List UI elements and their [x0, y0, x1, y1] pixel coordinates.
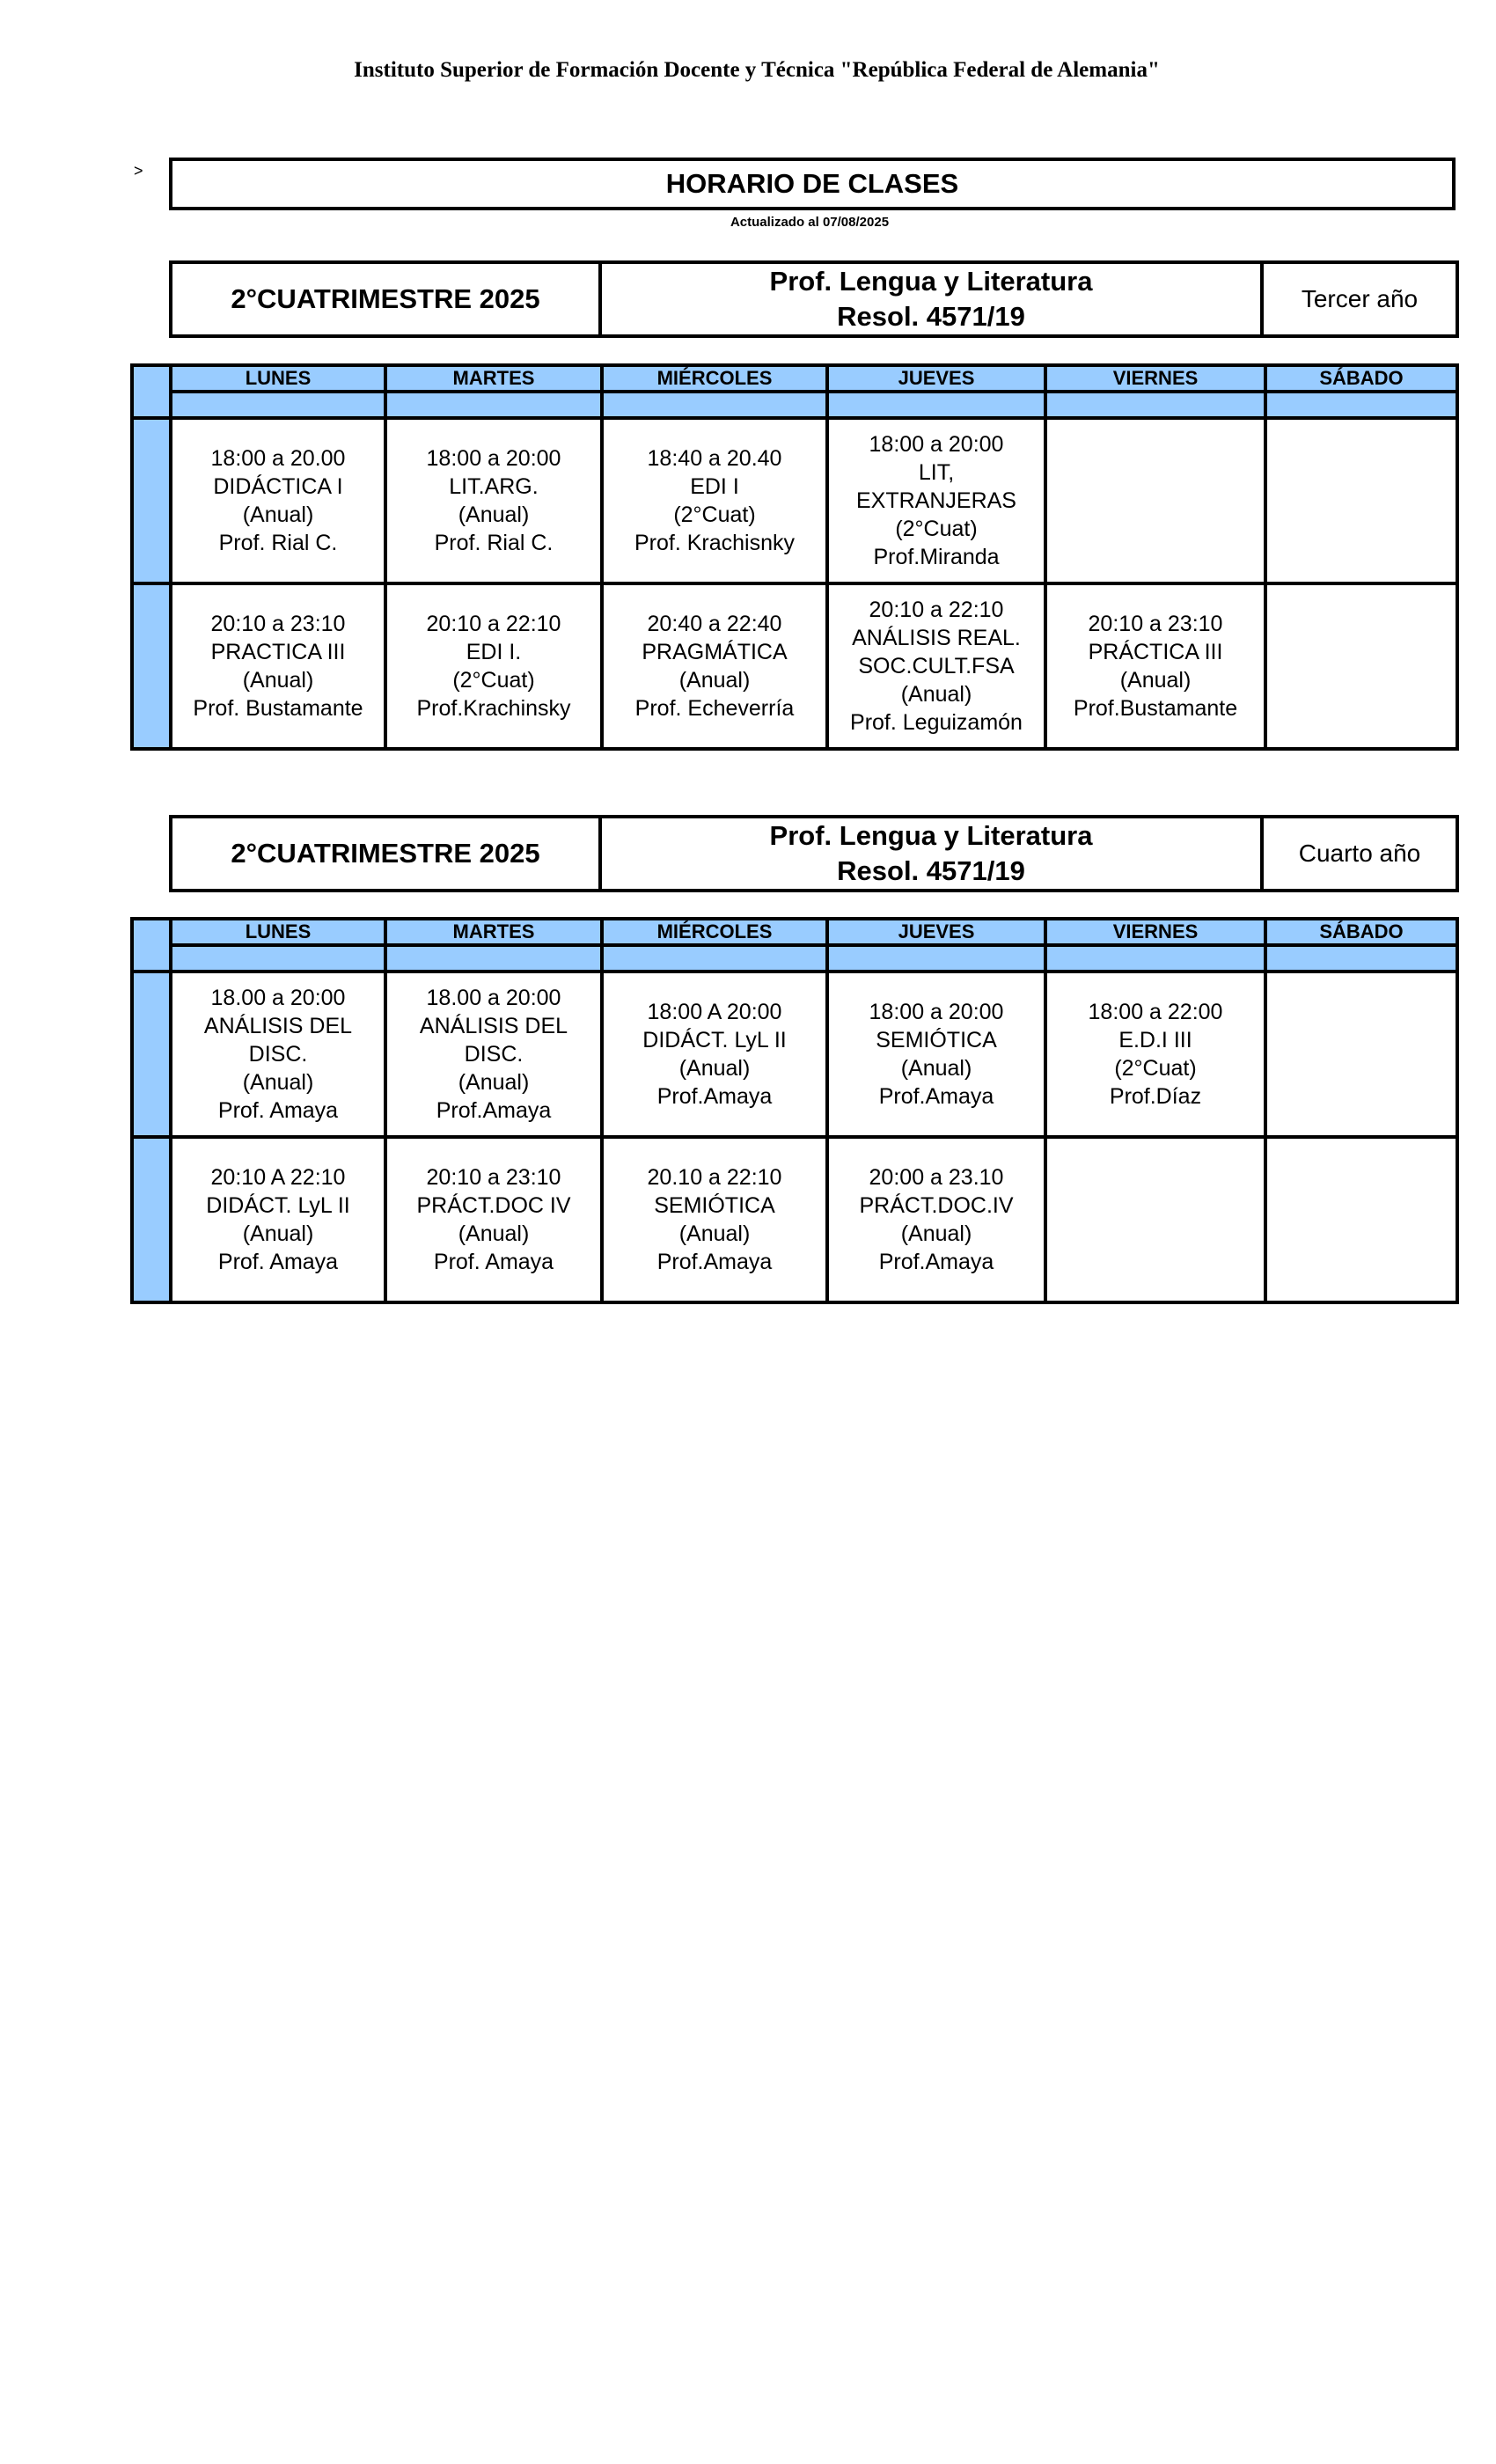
class-cell — [385, 418, 602, 583]
class-cell — [1045, 1137, 1265, 1302]
class-line: Prof. Bustamante — [193, 696, 363, 721]
class-line: 18:00 a 20:00 — [426, 446, 561, 471]
class-cell — [827, 972, 1045, 1137]
program-label — [600, 817, 1262, 891]
class-cell — [171, 418, 385, 583]
class-line: (2°Cuat) — [1114, 1056, 1197, 1081]
class-line: LIT, — [918, 460, 955, 485]
class-line: Prof. Krachisnky — [634, 531, 795, 555]
day-header-row — [132, 919, 1457, 945]
class-line: Prof.Amaya — [656, 1084, 773, 1109]
blank-row — [132, 945, 1457, 972]
year-label: Cuarto año — [1262, 817, 1457, 891]
class-line: (Anual) — [242, 668, 314, 693]
schedule-title: HORARIO DE CLASES — [169, 158, 1456, 210]
header-corner — [132, 919, 171, 972]
class-line: 20:10 a 23:10 — [210, 612, 346, 636]
day-header: SÁBADO — [1265, 365, 1457, 392]
class-line: Prof.Bustamante — [1073, 696, 1238, 721]
program-resolution: Resol. 4571/19 — [837, 301, 1025, 332]
class-line: Prof.Amaya — [878, 1084, 994, 1109]
class-cell — [602, 583, 827, 749]
class-line: SOC.CULT.FSA — [858, 654, 1015, 678]
day-header-row — [132, 365, 1457, 392]
class-cell — [385, 583, 602, 749]
day-header: MARTES — [385, 919, 602, 945]
class-cell — [1265, 1137, 1457, 1302]
class-line: Prof.Miranda — [873, 545, 1000, 569]
class-cell — [385, 972, 602, 1137]
program-label — [600, 262, 1262, 336]
blank-cell — [1265, 945, 1457, 972]
table-row — [132, 1137, 1457, 1302]
class-cell — [1045, 972, 1265, 1137]
schedule-table — [130, 917, 1459, 1304]
class-line: (Anual) — [458, 1221, 530, 1246]
program-name: Prof. Lengua y Literatura — [769, 820, 1093, 851]
class-cell — [827, 583, 1045, 749]
class-line: Prof. Leguizamón — [850, 710, 1023, 735]
row-side-cell — [132, 418, 171, 583]
class-line: 18.00 a 20:00 — [210, 986, 346, 1010]
class-line: 20:10 A 22:10 — [210, 1165, 346, 1190]
class-line: (2°Cuat) — [452, 668, 535, 693]
class-line: Prof.Krachinsky — [416, 696, 571, 721]
class-line: 18:00 a 22:00 — [1088, 1000, 1223, 1024]
day-header: SÁBADO — [1265, 919, 1457, 945]
blank-cell — [171, 392, 385, 418]
blank-cell — [602, 392, 827, 418]
class-line: (Anual) — [678, 1056, 751, 1081]
class-line: PRÁCT.DOC.IV — [859, 1193, 1014, 1218]
day-header: VIERNES — [1045, 365, 1265, 392]
class-cell — [1265, 583, 1457, 749]
class-cell — [171, 583, 385, 749]
class-line: Prof. Echeverría — [634, 696, 795, 721]
class-line: (Anual) — [458, 1070, 530, 1095]
class-cell — [1265, 972, 1457, 1137]
day-header: LUNES — [171, 365, 385, 392]
class-line: 18:40 a 20.40 — [647, 446, 782, 471]
class-cell — [602, 418, 827, 583]
day-header: LUNES — [171, 919, 385, 945]
cuatrimestre-label: 2°CUATRIMESTRE 2025 — [171, 262, 600, 336]
class-line: (Anual) — [242, 502, 314, 527]
day-header: MIÉRCOLES — [602, 919, 827, 945]
class-line: PRÁCTICA III — [1088, 640, 1223, 664]
blank-cell — [385, 392, 602, 418]
class-line: Prof. Rial C. — [434, 531, 554, 555]
class-line: ANÁLISIS DEL — [203, 1014, 353, 1038]
table-row — [132, 418, 1457, 583]
day-header: VIERNES — [1045, 919, 1265, 945]
class-line: DISC. — [248, 1042, 308, 1067]
blank-cell — [1045, 945, 1265, 972]
class-cell — [385, 1137, 602, 1302]
class-cell — [171, 1137, 385, 1302]
day-header: JUEVES — [827, 919, 1045, 945]
blank-cell — [1265, 392, 1457, 418]
class-line: Prof.Amaya — [656, 1250, 773, 1274]
class-cell — [1265, 418, 1457, 583]
class-line: 20:10 a 22:10 — [426, 612, 561, 636]
class-line: (Anual) — [900, 1056, 972, 1081]
class-cell — [171, 972, 385, 1137]
class-line: 20:10 a 23:10 — [426, 1165, 561, 1190]
class-line: 18:00 a 20:00 — [869, 1000, 1004, 1024]
class-line: Prof. Rial C. — [218, 531, 338, 555]
class-line: (Anual) — [242, 1070, 314, 1095]
class-line: Prof. Amaya — [217, 1250, 339, 1274]
class-line: ANÁLISIS REAL. — [852, 626, 1021, 650]
section-info-cuarto — [169, 815, 1459, 892]
class-line: LIT.ARG. — [449, 474, 539, 499]
class-line: DIDÁCT. LyL II — [642, 1028, 787, 1052]
class-line: (Anual) — [242, 1221, 314, 1246]
table-row — [132, 583, 1457, 749]
institution-name: Instituto Superior de Formación Docente y Técnica "República Federal de Alemania" — [354, 58, 1160, 82]
class-line: (Anual) — [458, 502, 530, 527]
blank-cell — [602, 945, 827, 972]
blank-cell — [171, 945, 385, 972]
class-cell — [602, 972, 827, 1137]
class-cell — [827, 418, 1045, 583]
class-line: 20:10 a 22:10 — [869, 598, 1004, 622]
year-label: Tercer año — [1262, 262, 1457, 336]
class-line: ANÁLISIS DEL — [419, 1014, 568, 1038]
blank-cell — [1045, 392, 1265, 418]
class-line: 20:00 a 23.10 — [869, 1165, 1004, 1190]
class-line: 20:10 a 23:10 — [1088, 612, 1223, 636]
blank-cell — [827, 392, 1045, 418]
class-line: (Anual) — [678, 668, 751, 693]
class-line: 18.00 a 20:00 — [426, 986, 561, 1010]
row-side-cell — [132, 972, 171, 1137]
row-side-cell — [132, 1137, 171, 1302]
marker-glyph: > — [134, 162, 143, 180]
program-resolution: Resol. 4571/19 — [837, 855, 1025, 886]
class-cell — [1045, 418, 1265, 583]
class-line: EDI I — [690, 474, 739, 499]
class-line: EXTRANJERAS — [856, 488, 1016, 513]
class-line: (Anual) — [900, 1221, 972, 1246]
class-line: PRACTICA III — [210, 640, 346, 664]
class-line: PRAGMÁTICA — [642, 640, 788, 664]
class-line: E.D.I III — [1118, 1028, 1192, 1052]
class-cell — [827, 1137, 1045, 1302]
class-line: 18:00 a 20.00 — [210, 446, 346, 471]
class-line: (Anual) — [1119, 668, 1192, 693]
class-line: Prof.Amaya — [878, 1250, 994, 1274]
row-side-cell — [132, 583, 171, 749]
blank-cell — [385, 945, 602, 972]
class-line: (2°Cuat) — [673, 502, 756, 527]
header-corner — [132, 365, 171, 418]
day-header: MARTES — [385, 365, 602, 392]
class-line: Prof. Amaya — [433, 1250, 554, 1274]
class-line: PRÁCT.DOC IV — [416, 1193, 571, 1218]
day-header: MIÉRCOLES — [602, 365, 827, 392]
class-line: Prof.Amaya — [436, 1098, 552, 1123]
class-line: SEMIÓTICA — [654, 1193, 775, 1218]
class-line: DIDÁCT. LyL II — [206, 1193, 350, 1218]
class-line: 20:40 a 22:40 — [647, 612, 782, 636]
class-line: EDI I. — [466, 640, 522, 664]
class-line: 20.10 a 22:10 — [647, 1165, 782, 1190]
cuatrimestre-label: 2°CUATRIMESTRE 2025 — [171, 817, 600, 891]
class-line: Prof.Díaz — [1109, 1084, 1202, 1109]
class-cell — [602, 1137, 827, 1302]
section-info-tercer — [169, 260, 1459, 338]
blank-row — [132, 392, 1457, 418]
class-line: 18:00 a 20:00 — [869, 432, 1004, 457]
table-row — [132, 972, 1457, 1137]
class-line: Prof. Amaya — [217, 1098, 339, 1123]
class-line: DISC. — [464, 1042, 524, 1067]
day-header: JUEVES — [827, 365, 1045, 392]
class-line: DIDÁCTICA I — [213, 474, 343, 499]
blank-cell — [827, 945, 1045, 972]
schedule-table — [130, 363, 1459, 751]
updated-date: Actualizado al 07/08/2025 — [730, 215, 890, 230]
program-name: Prof. Lengua y Literatura — [769, 266, 1093, 297]
class-line: (Anual) — [900, 682, 972, 707]
class-line: (2°Cuat) — [895, 517, 978, 541]
class-line: SEMIÓTICA — [876, 1028, 997, 1052]
class-cell — [1045, 583, 1265, 749]
class-line: 18:00 A 20:00 — [647, 1000, 782, 1024]
class-line: (Anual) — [678, 1221, 751, 1246]
